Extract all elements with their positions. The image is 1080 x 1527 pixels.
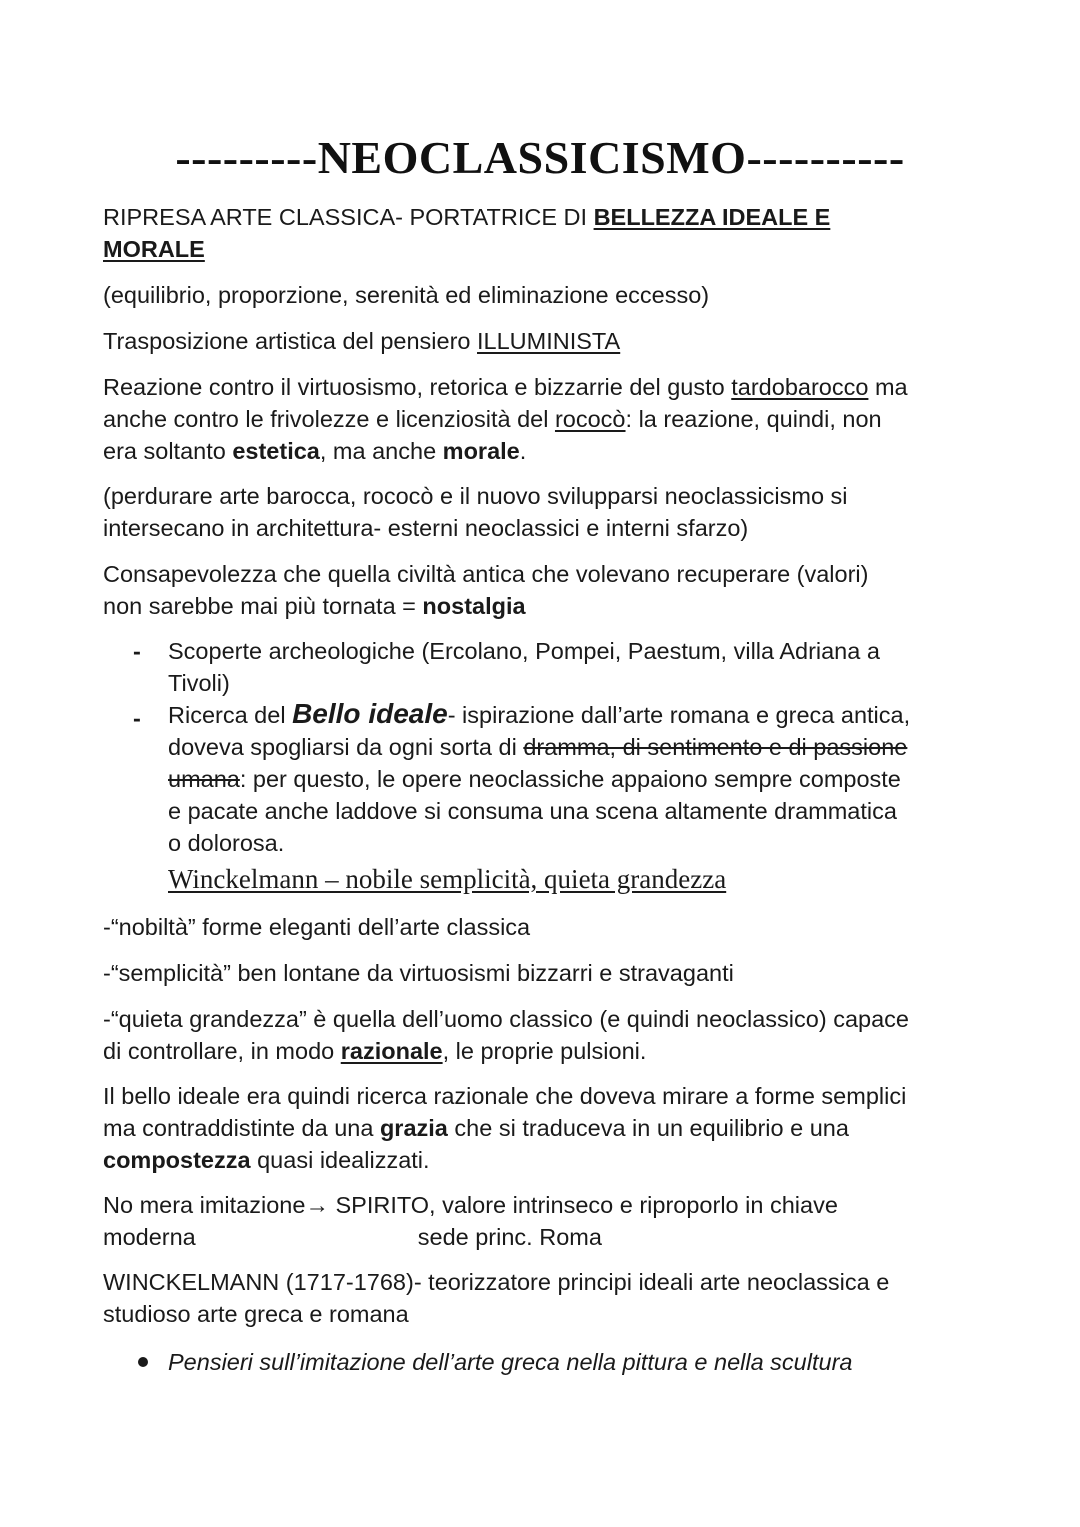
reaction-text-5: era soltanto bbox=[103, 438, 233, 464]
reaction-underlined-1: tardobarocco bbox=[731, 374, 869, 400]
architecture-line-2: intersecano in architettura- esterni neoclassici e interni sfarzo) bbox=[103, 515, 749, 541]
architecture-line-1: (perdurare arte barocca, rococò e il nuovo svilupparsi neoclassicismo si bbox=[103, 483, 848, 509]
list-item-2-line-4: e pacate anche laddove si consuma una scena altamente drammatica bbox=[168, 798, 897, 824]
equilibrium-paragraph: (equilibrio, proporzione, serenità ed eliminazione eccesso) bbox=[103, 282, 710, 308]
reaction-text-3: anche contro le frivolezze e licenziosità del bbox=[103, 406, 555, 432]
greatness-paragraph bbox=[103, 1003, 983, 1067]
list-item-2-line-2: doveva spogliarsi da ogni sorta di bbox=[168, 734, 524, 760]
nostalgia-paragraph bbox=[103, 558, 983, 622]
bello-bold-1: grazia bbox=[379, 1115, 448, 1141]
list-item-2-text-2: - ispirazione dall’arte romana e greca antica, bbox=[447, 702, 911, 728]
winckelmann-quote-line bbox=[168, 861, 983, 898]
list-item-2-text: Ricerca del bbox=[168, 702, 293, 728]
bello-bold-2: compostezza bbox=[103, 1147, 251, 1173]
nobility-paragraph: -“nobiltà” forme eleganti dell’arte classica bbox=[103, 914, 531, 940]
intro-bold-underlined-2: MORALE bbox=[103, 236, 205, 262]
winckelmann-line-2: studioso arte greca e romana bbox=[103, 1301, 409, 1327]
list-item bbox=[168, 635, 983, 699]
imitation-paragraph bbox=[103, 1189, 983, 1253]
reaction-underlined-2: rococò bbox=[554, 406, 626, 432]
enlightenment-text: Trasposizione artistica del pensiero bbox=[103, 328, 478, 354]
imitation-word: moderna bbox=[103, 1224, 196, 1250]
intro-paragraph bbox=[103, 201, 983, 265]
list-item-2-line-5: o dolorosa. bbox=[168, 830, 285, 856]
greatness-text: di controllare, in modo bbox=[103, 1038, 341, 1064]
nostalgia-line-1: Consapevolezza che quella civiltà antica che volevano recuperare (valori) bbox=[103, 561, 869, 587]
reaction-paragraph bbox=[103, 371, 983, 467]
list-item-2-line-3: : per questo, le opere neoclassiche appaiono sempre composte bbox=[239, 766, 901, 792]
imitation-line-1: No mera imitazione→ SPIRITO, valore intrinseco e riproporlo in chiave bbox=[103, 1192, 838, 1218]
list-item: Pensieri sull’imitazione dell’arte greca nella pittura e nella scultura bbox=[168, 1349, 853, 1375]
simplicity-paragraph: -“semplicità” ben lontane da virtuosismi bizzarri e stravaganti bbox=[103, 960, 734, 986]
struck-text-1: dramma, di sentimento e di passione bbox=[523, 734, 908, 760]
page-title: ---------NEOCLASSICISMO---------- bbox=[175, 132, 905, 183]
nostalgia-bold: nostalgia bbox=[422, 593, 526, 619]
reaction-text-1: Reazione contro il virtuosismo, retorica e bizzarrie del gusto bbox=[103, 374, 732, 400]
bello-ideale-paragraph bbox=[103, 1080, 983, 1176]
list-item bbox=[168, 698, 983, 859]
reaction-text-2: ma bbox=[868, 374, 908, 400]
bullet-dot-icon bbox=[138, 1357, 148, 1367]
reaction-bold-1: estetica bbox=[232, 438, 320, 464]
bello-line-1: Il bello ideale era quindi ricerca razionale che doveva mirare a forme semplici bbox=[103, 1083, 907, 1109]
list-item-1-line-2: Tivoli) bbox=[168, 670, 230, 696]
list-dash-2: - bbox=[133, 705, 141, 731]
bello-text-3: che si traduceva in un equilibrio e una bbox=[447, 1115, 849, 1141]
winckelmann-quote: Winckelmann – nobile semplicità, quieta grandezza bbox=[168, 864, 727, 894]
imitation-note: sede princ. Roma bbox=[417, 1224, 602, 1250]
winckelmann-line-1: WINCKELMANN (1717-1768)- teorizzatore principi ideali arte neoclassica e bbox=[103, 1269, 890, 1295]
greatness-line-1: -“quieta grandezza” è quella dell’uomo classico (e quindi neoclassico) capace bbox=[103, 1006, 909, 1032]
bello-ideale-heading: Bello ideale bbox=[292, 698, 448, 729]
reaction-bold-2: morale bbox=[442, 438, 520, 464]
nostalgia-text: non sarebbe mai più tornata = bbox=[103, 593, 423, 619]
intro-bold-underlined: BELLEZZA IDEALE E bbox=[593, 204, 831, 230]
reaction-text-4: : la reazione, quindi, non bbox=[625, 406, 882, 432]
greatness-text-end: , le proprie pulsioni. bbox=[442, 1038, 647, 1064]
architecture-paragraph bbox=[103, 480, 983, 544]
bello-text-2: ma contraddistinte da una bbox=[103, 1115, 380, 1141]
enlightenment-underlined: ILLUMINISTA bbox=[477, 328, 621, 354]
list-item-1-line-1: Scoperte archeologiche (Ercolano, Pompei, Paestum, villa Adriana a bbox=[168, 638, 880, 664]
enlightenment-paragraph bbox=[103, 325, 983, 357]
list-dash-1: - bbox=[133, 638, 141, 664]
greatness-bold-underlined: razionale bbox=[340, 1038, 443, 1064]
struck-text-2: umana bbox=[168, 766, 240, 792]
reaction-text-7: . bbox=[519, 438, 527, 464]
intro-text: RIPRESA ARTE CLASSICA- PORTATRICE DI bbox=[103, 204, 594, 230]
reaction-text-6: , ma anche bbox=[319, 438, 443, 464]
winckelmann-paragraph bbox=[103, 1266, 983, 1330]
bello-text-4: quasi idealizzati. bbox=[250, 1147, 430, 1173]
